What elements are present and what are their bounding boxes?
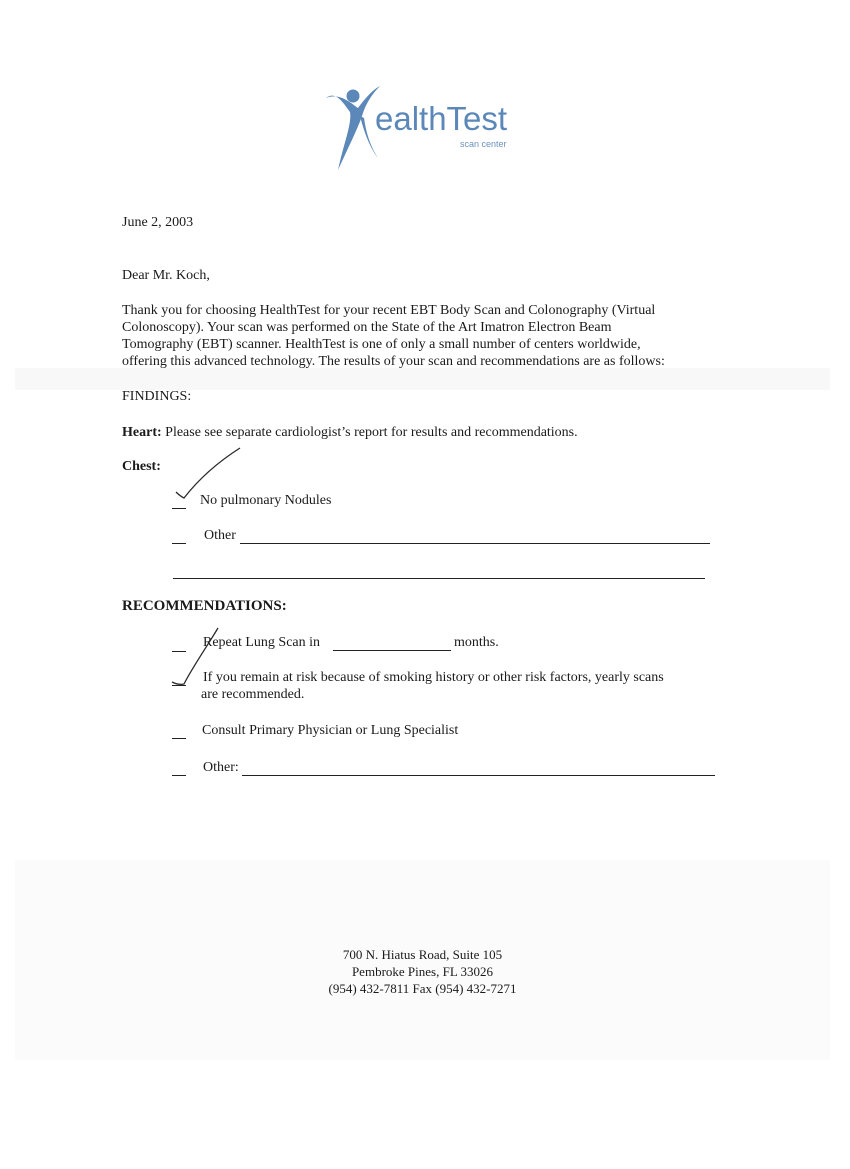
intro-line: Thank you for choosing HealthTest for your recent EBT Body Scan and Colonography (Virtual (122, 303, 656, 318)
intro-line: Tomography (EBT) scanner. HealthTest is one of only a small number of centers worldwide, (122, 337, 641, 352)
other-input-line[interactable] (242, 775, 715, 776)
consult-option: Consult Primary Physician or Lung Specialist (202, 723, 459, 738)
logo-wordmark: ealthTest (375, 100, 508, 137)
other-option: Other: (203, 760, 239, 775)
repeat-scan-before: Repeat Lung Scan in (203, 635, 321, 650)
heart-row (122, 424, 578, 441)
footer-address (320, 946, 525, 997)
checkbox-blank[interactable] (172, 685, 186, 686)
findings-heading: FINDINGS: (122, 389, 192, 404)
salutation: Dear Mr. Koch, (122, 268, 210, 283)
logo-tagline: scan center (460, 139, 507, 149)
option-no-nodules: No pulmonary Nodules (200, 493, 332, 508)
other-input-line-2[interactable] (173, 578, 705, 579)
chest-label: Chest: (122, 459, 161, 474)
checkbox-blank[interactable] (172, 738, 186, 739)
healthtest-logo (322, 82, 532, 177)
scan-band (15, 368, 830, 390)
heart-label: Heart: (122, 425, 162, 440)
other-input-line[interactable] (240, 543, 710, 544)
intro-line: Colonoscopy). Your scan was performed on the State of the Art Imatron Electron Beam (122, 320, 612, 335)
recommendations-heading: RECOMMENDATIONS: (122, 598, 287, 614)
address-line-2: Pembroke Pines, FL 33026 (351, 964, 494, 979)
option-other: Other (204, 528, 236, 543)
risk-line-2: are recommended. (201, 687, 305, 702)
letter-date: June 2, 2003 (122, 215, 194, 230)
phone-fax: (954) 432-7811 Fax (954) 432-7271 (328, 981, 517, 996)
checkbox-blank[interactable] (172, 543, 186, 544)
checkbox-blank[interactable] (172, 508, 186, 509)
months-input-line[interactable] (333, 650, 451, 651)
risk-line-1: If you remain at risk because of smoking history or other risk factors, yearly scans (203, 670, 664, 685)
intro-line: offering this advanced technology. The results of your scan and recommendations are as follows: (122, 354, 665, 369)
intro-paragraph (122, 302, 722, 370)
checkbox-blank[interactable] (172, 775, 186, 776)
heart-text: Please see separate cardiologist’s report for results and recommendations. (165, 425, 578, 440)
address-line-1: 700 N. Hiatus Road, Suite 105 (342, 947, 503, 962)
repeat-scan-after: months. (454, 635, 499, 650)
